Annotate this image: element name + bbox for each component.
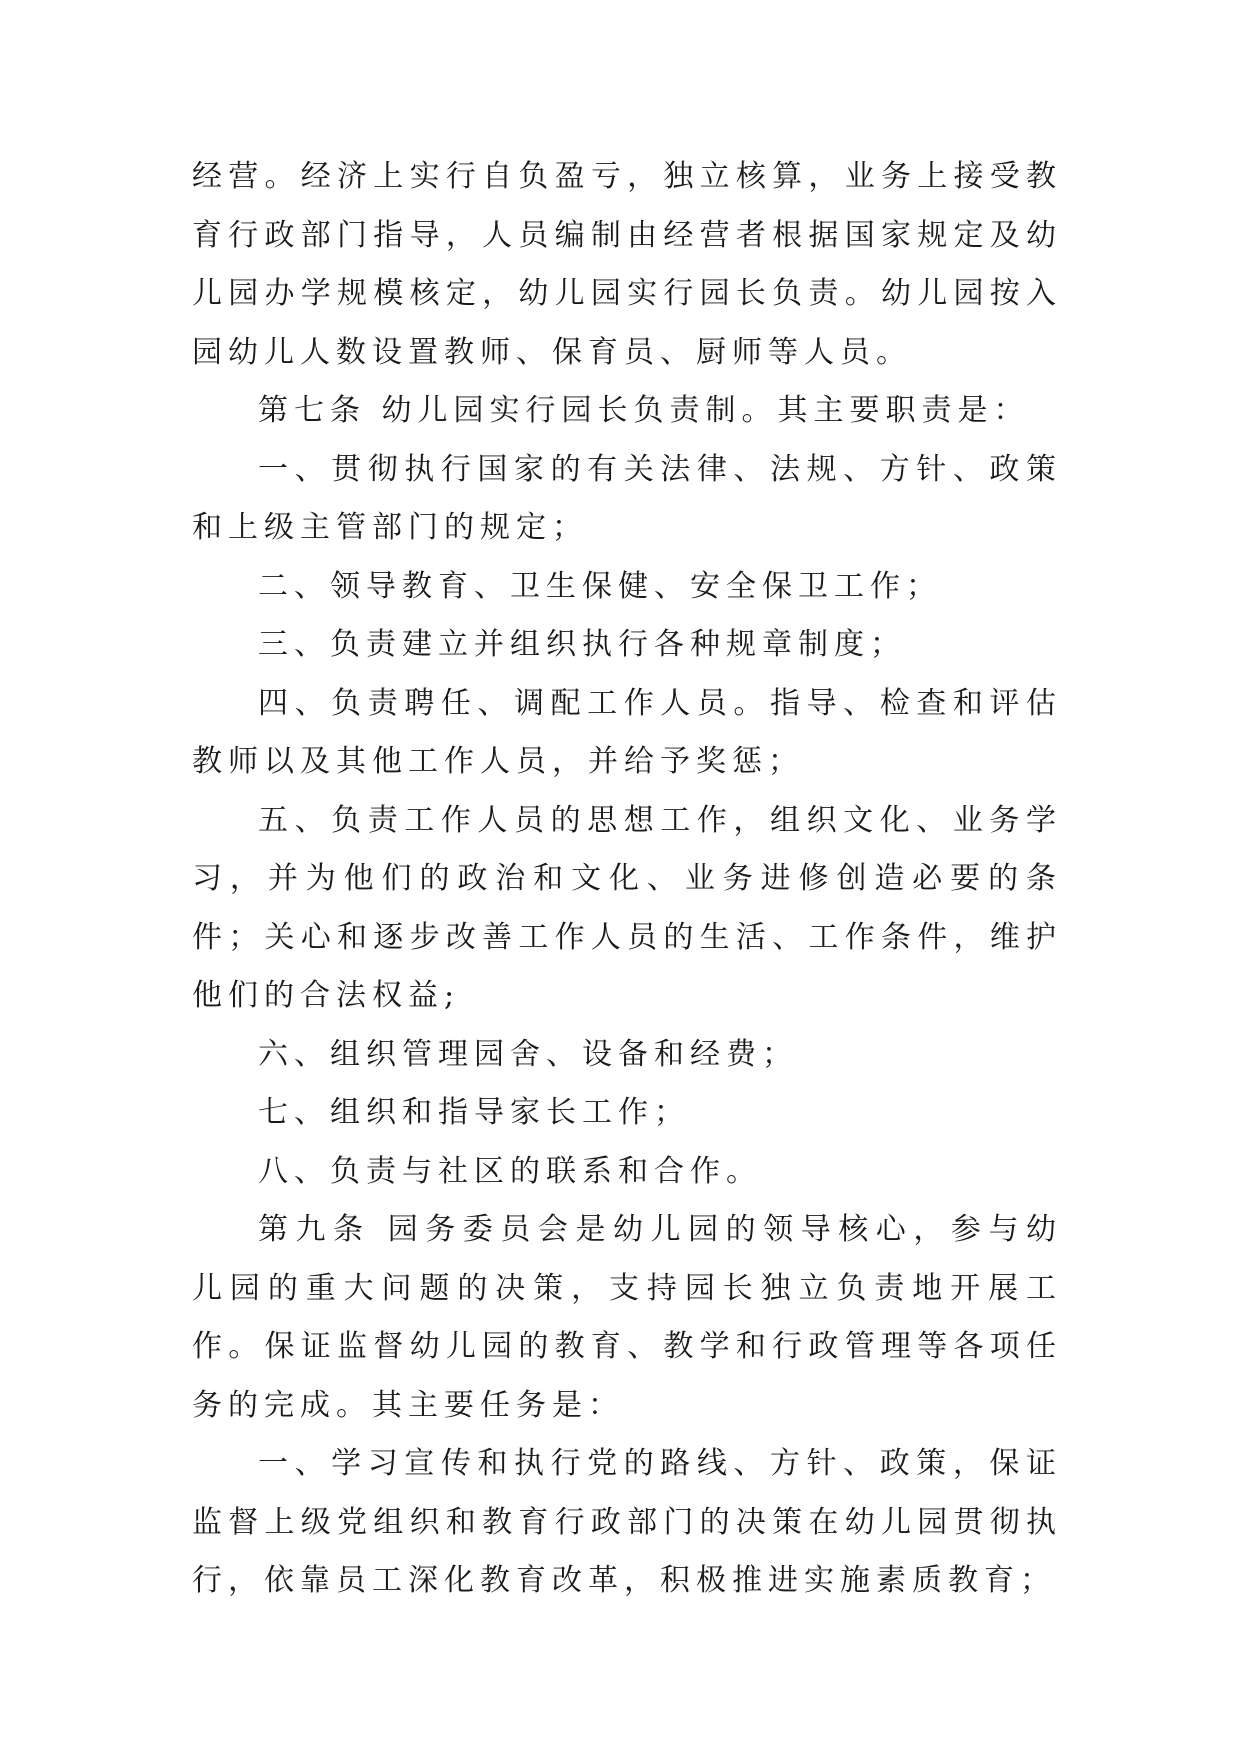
paragraph-article-9: 第九条 园务委员会是幼儿园的领导核心，参与幼儿园的重大问题的决策，支持园长独立负责地开展工作。保证监督幼儿园的教育、教学和行政管理等各项任务的完成。其主要任务是： [192,1212,1062,1423]
paragraph-duty-6: 六、组织管理园舍、设备和经费； [258,1036,798,1072]
paragraph-duty-7: 七、组织和指导家长工作； [258,1095,690,1130]
paragraph-duty-8: 八、负责与社区的联系和合作。 [258,1153,762,1189]
paragraph-duty-2: 二、领导教育、卫生保健、安全保卫工作； [258,568,942,604]
paragraph-duty-4: 四、负责聘任、调配工作人员。指导、检查和评估教师以及其他工作人员，并给予奖惩； [192,685,1062,779]
paragraph-1: 经营。经济上实行自负盈亏，独立核算，业务上接受教育行政部门指导，人员编制由经营者根据国家规定及幼儿园办学规模核定，幼儿园实行园长负责。幼儿园按入园幼儿人数设置教师、保育员、厨师等人员。 [192,159,1062,370]
paragraph-duty-1: 一、贯彻执行国家的有关法律、法规、方针、政策和上级主管部门的规定； [192,451,1062,545]
paragraph-duty-5: 五、负责工作人员的思想工作，组织文化、业务学习，并为他们的政治和文化、业务进修创造必要的条件；关心和逐步改善工作人员的生活、工作条件，维护他们的合法权益; [192,802,1062,1013]
paragraph-duty-3: 三、负责建立并组织执行各种规章制度； [258,627,906,662]
document-body [192,148,1062,1611]
paragraph-task-1: 一、学习宣传和执行党的路线、方针、政策，保证监督上级党组织和教育行政部门的决策在幼儿园贯彻执行，依靠员工深化教育改革，积极推进实施素质教育； [192,1446,1062,1598]
paragraph-article-7: 第七条 幼儿园实行园长负责制。其主要职责是： [258,393,1030,428]
